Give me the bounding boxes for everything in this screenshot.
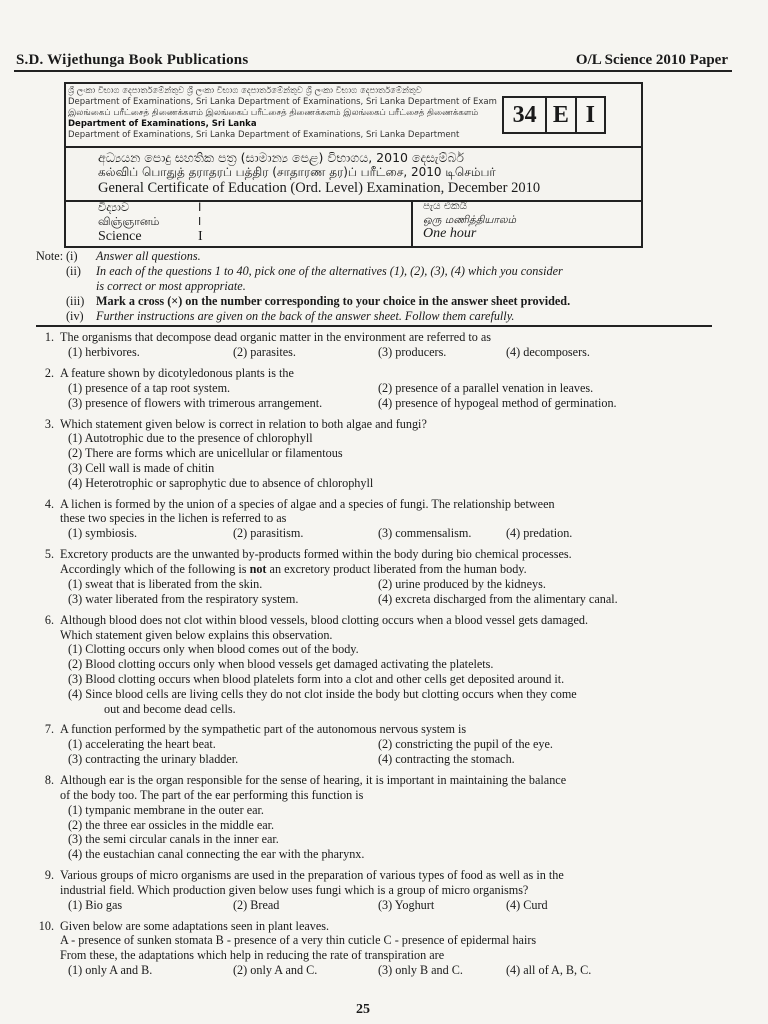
exam-title-sinhala: අධ්‍යයන පොදු සහතික පත්‍ර (සාමාන්‍ය පෙළ) විභාගය, 2010 දෙසැම්බර් [98, 150, 464, 165]
option: (3) only B and C. [378, 962, 463, 977]
options-list [68, 642, 716, 716]
question-3 [36, 417, 716, 491]
option: (3) Blood clotting occurs when blood platelets form into a clot and other cells get deposited around it. [68, 671, 565, 686]
question-stem: Given below are some adaptations seen in plant leaves. [60, 918, 330, 933]
paper-code-part: I [585, 101, 595, 128]
option: (4) Curd [506, 897, 548, 912]
question-list [36, 330, 716, 984]
option: (3) water liberated from the respiratory system. [68, 591, 299, 606]
option: (2) the three ear ossicles in the middle ear. [68, 817, 275, 832]
question-number: 8. [44, 773, 54, 788]
paper-code-number: 34 [504, 98, 547, 132]
question-number: 1. [44, 330, 54, 344]
question-number: 7. [44, 722, 54, 737]
notes-divider [36, 325, 712, 327]
options-row [68, 381, 716, 396]
option: (4) Since blood cells are living cells they do not clot inside the body but clotting occurs when they come [68, 686, 577, 701]
department-line: இலங்கைப் பரீட்சைத் திணைக்களம் இலங்கைப் பரீட்சைத் திணைக்களம் இலங்கைப் பரீட்சைத் திணைக்களம் [68, 108, 479, 118]
options-row [68, 592, 716, 607]
paper-part: I [198, 200, 202, 214]
option: (4) excreta discharged from the alimentary canal. [378, 591, 618, 606]
option: (4) Heterotrophic or saprophytic due to absence of chlorophyll [68, 475, 374, 490]
paper-code-language: E [547, 98, 576, 132]
note-number: (iv) [66, 309, 84, 323]
subject-names [66, 200, 413, 246]
question-10 [36, 919, 716, 978]
question-stem: A function performed by the sympathetic part of the autonomous nervous system is [60, 722, 467, 737]
note-number: (ii) [66, 264, 81, 278]
publisher-header [14, 50, 732, 72]
exam-title-english: General Certificate of Education (Ord. Level) Examination, December 2010 [98, 180, 541, 196]
department-line: ශ්‍රී ලංකා විභාග දෙපාර්තමේන්තුව ශ්‍රී ලංකා විභාග දෙපාර්තමේන්තුව ශ්‍රී ලංකා විභාග දෙපාර්තමේන්තුව [68, 86, 422, 96]
options-row [68, 577, 716, 592]
option: (1) symbiosis. [68, 526, 138, 541]
question-4 [36, 497, 716, 542]
adaptations-list [60, 933, 716, 948]
note-row [36, 279, 736, 294]
note-text: Answer all questions. [96, 249, 201, 263]
note-row [36, 294, 736, 309]
subject-tamil-row [98, 215, 202, 230]
option: (3) contracting the urinary bladder. [68, 752, 239, 767]
paper-part: I [198, 215, 202, 228]
option: (3) presence of flowers with trimerous arrangement. [68, 395, 323, 410]
question-stem-part: an excretory product liberated from the human body. [266, 561, 527, 576]
question-stem: Various groups of micro organisms are used in the preparation of various types of food as well as in the industrial field. Which production given below uses fungi which is a group of micro organisms? [60, 867, 564, 897]
option: (2) parasites. [233, 344, 296, 359]
note-number: (iii) [66, 294, 85, 308]
subject-block [66, 200, 641, 246]
exam-info-box [64, 82, 643, 248]
question-number: 6. [44, 612, 54, 627]
option: (1) accelerating the heart beat. [68, 737, 216, 752]
question-stem: A lichen is formed by the union of a species of algae and a species of fungi. The relationship between these two species in the lichen is referred to as [60, 496, 555, 526]
question-6 [36, 613, 716, 717]
option: (1) only A and B. [68, 962, 153, 977]
options-row [68, 898, 716, 913]
option: (4) all of A, B, C. [506, 962, 592, 977]
question-stem: A feature shown by dicotyledonous plants is the [60, 365, 294, 380]
options-list [68, 803, 716, 862]
option: (1) presence of a tap root system. [68, 380, 231, 395]
option: (3) producers. [378, 344, 447, 359]
question-2 [36, 366, 716, 411]
option: (1) sweat that is liberated from the skin. [68, 576, 263, 591]
note-text: Further instructions are given on the back of the answer sheet. Follow them carefully. [96, 309, 515, 323]
question-number: 9. [44, 867, 54, 882]
department-line: Department of Examinations, Sri Lanka Department of Examinations, Sri Lanka Department [68, 130, 460, 140]
question-stem-emphasis: not [249, 561, 267, 576]
question-number: 2. [44, 365, 54, 380]
page-number: 25 [356, 1002, 370, 1017]
department-watermark-band [68, 86, 498, 148]
adaptations-line: A - presence of sunken stomata B - presence of a very thin cuticle C - presence of epidermal hairs [60, 933, 537, 948]
paper-code-box [502, 96, 606, 134]
note-text: Mark a cross (×) on the number corresponding to your choice in the answer sheet provided. [96, 294, 571, 308]
option: (4) predation. [506, 526, 573, 541]
duration-english: One hour [423, 226, 477, 241]
question-9 [36, 868, 716, 913]
option: (4) contracting the stomach. [378, 752, 515, 767]
option: (2) Blood clotting occurs only when blood vessels get damaged activating the platelets. [68, 657, 494, 672]
option: (3) Yoghurt [378, 897, 435, 912]
option: (2) parasitism. [233, 526, 304, 541]
option: (2) Bread [233, 897, 280, 912]
option: (4) the eustachian canal connecting the ear with the pharynx. [68, 847, 365, 862]
question-number: 5. [44, 547, 54, 562]
question-stem: Although blood does not clot within blood vessels, blood clotting occurs when a blood vessel gets damaged. Which statement given below explains this observation. [60, 612, 589, 642]
department-line: Department of Examinations, Sri Lanka Department of Examinations, Sri Lanka Department of Exam [68, 97, 497, 107]
question-number: 3. [44, 416, 54, 431]
exam-title-tamil: கல்விப் பொதுத் தராதரப் பத்திர (சாதாரண தர)ப் பரீட்சை, 2010 டிசெம்பர் [98, 165, 496, 179]
paper-part: I [198, 229, 203, 244]
duration-block [421, 200, 636, 246]
note-label: Note: [36, 249, 64, 263]
option: (1) Autotrophic due to the presence of chlorophyll [68, 431, 313, 446]
note-row [36, 249, 736, 264]
paper-title: O/L Science 2010 Paper [575, 52, 728, 68]
option: (2) presence of a parallel venation in leaves. [378, 380, 594, 395]
question-stem: Which statement given below is correct in relation to both algae and fungi? [60, 416, 427, 431]
option: (2) There are forms which are unicellular or filamentous [68, 446, 343, 461]
option: (4) decomposers. [506, 344, 590, 359]
instructions-notes [36, 249, 736, 324]
question-stem: Although ear is the organ responsible for the sense of hearing, it is important in maintaining the balance of the body too. The part of the ear performing this function is [60, 773, 567, 802]
subject-english: Science [98, 229, 142, 244]
subject-tamil: விஞ்ஞானம் [98, 215, 160, 228]
question-1 [36, 330, 716, 360]
option: (2) only A and C. [233, 962, 318, 977]
question-number: 10. [38, 918, 54, 933]
question-5 [36, 547, 716, 607]
department-line: Department of Examinations, Sri Lanka [68, 119, 257, 129]
options-list [68, 431, 716, 490]
note-text: In each of the questions 1 to 40, pick one of the alternatives (1), (2), (3), (4) which you consider [96, 264, 563, 278]
subject-sinhala-row [98, 200, 202, 215]
subject-english-row [98, 229, 203, 245]
question-7 [36, 722, 716, 767]
publisher-name: S.D. Wijethunga Book Publications [16, 52, 249, 68]
note-number: (i) [66, 249, 78, 263]
option: (3) Cell wall is made of chitin [68, 460, 215, 475]
option: (1) Clotting occurs only when blood comes out of the body. [68, 642, 359, 657]
question-stem-line: Excretory products are the unwanted by-products formed within the body during bio chemical processes. [60, 547, 572, 562]
option: (4) presence of hypogeal method of germination. [378, 395, 617, 410]
options-row [68, 963, 716, 978]
option: (1) herbivores. [68, 344, 140, 359]
question-stem-continuation: From these, the adaptations which help in reducing the rate of transpiration are [60, 948, 445, 963]
options-row [68, 396, 716, 411]
option: (1) tympanic membrane in the outer ear. [68, 802, 264, 817]
option-continuation: out and become dead cells. [104, 701, 236, 716]
question-stem [60, 547, 716, 577]
options-row [68, 345, 716, 360]
question-8 [36, 773, 716, 862]
exam-title-block [66, 146, 641, 202]
note-row [36, 309, 736, 324]
duration-tamil: ஒரு மணித்தியாலம் [423, 214, 517, 226]
option: (2) urine produced by the kidneys. [378, 576, 546, 591]
option: (1) Bio gas [68, 897, 123, 912]
subject-sinhala: විද්‍යාව [98, 200, 130, 214]
options-row [68, 752, 716, 767]
note-row [36, 264, 736, 279]
option: (3) the semi circular canals in the inner ear. [68, 832, 279, 847]
question-number: 4. [44, 496, 54, 511]
option: (3) commensalism. [378, 526, 472, 541]
note-text: is correct or most appropriate. [96, 279, 246, 293]
duration-sinhala: පැය එකයි [423, 200, 468, 212]
options-row [68, 526, 716, 541]
options-row [68, 737, 716, 752]
question-stem: The organisms that decompose dead organic matter in the environment are referred to as [60, 330, 492, 344]
option: (2) constricting the pupil of the eye. [378, 737, 553, 752]
question-stem-part: Accordingly which of the following is [60, 561, 250, 576]
